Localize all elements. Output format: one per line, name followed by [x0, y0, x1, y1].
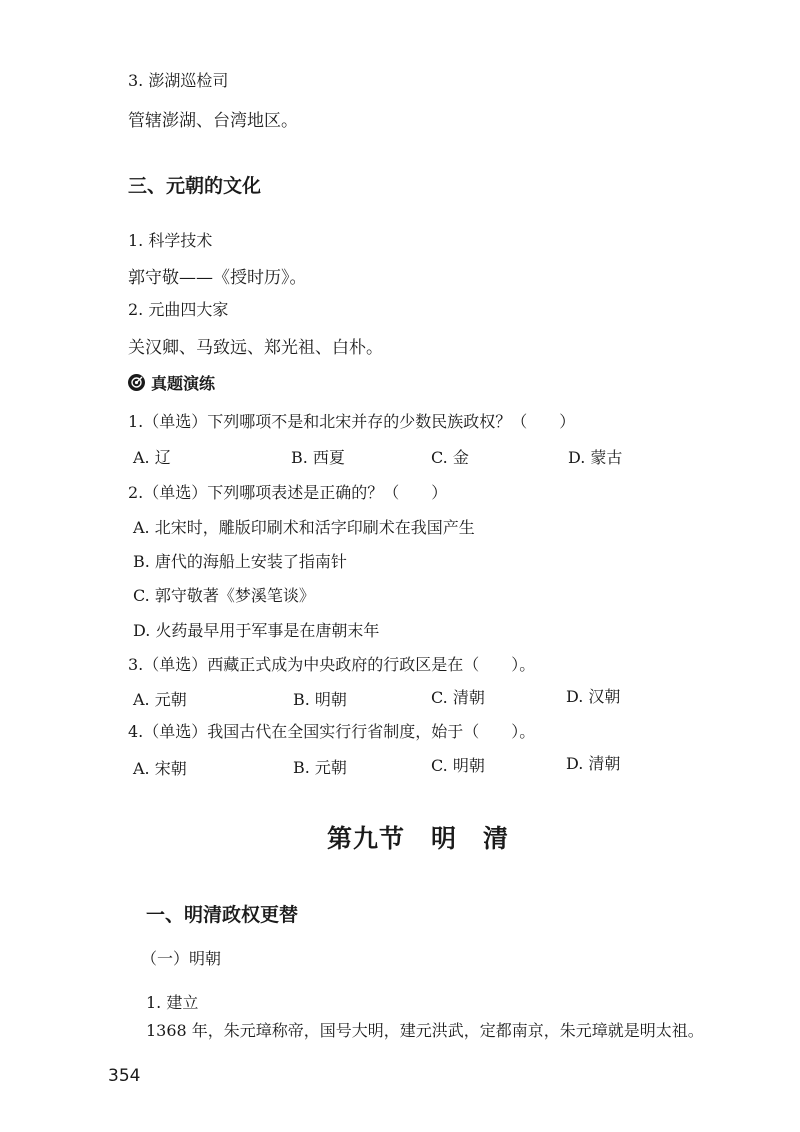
question-option: A. 北宋时，雕版印刷术和活字印刷术在我国产生 [133, 518, 475, 537]
section-heading: 一、明清政权更替 [146, 904, 299, 926]
question-option: C. 郭守敬著《梦溪笔谈》 [133, 586, 315, 605]
question-option: B. 西夏 [291, 448, 345, 467]
body-text: 1368 年，朱元璋称帝，国号大明，建元洪武，定都南京，朱元璋就是明太祖。 [146, 1021, 704, 1040]
item-title: 1. 科学技术 [128, 231, 213, 250]
section-heading: 三、元朝的文化 [128, 175, 262, 197]
question-option: C. 清朝 [431, 688, 485, 707]
item-title: 1. 建立 [146, 993, 199, 1012]
question-option: C. 金 [431, 448, 469, 467]
body-text: 郭守敬——《授时历》。 [128, 268, 307, 288]
question-option: B. 元朝 [293, 758, 347, 777]
question-option: B. 唐代的海船上安装了指南针 [133, 552, 347, 571]
question-option: B. 明朝 [293, 690, 347, 709]
subsection-heading: （一）明朝 [141, 949, 222, 968]
question-option: D. 火药最早用于军事是在唐朝末年 [133, 621, 380, 640]
question-option: A. 元朝 [133, 690, 187, 709]
item-title: 2. 元曲四大家 [128, 300, 229, 319]
page-number: 354 [108, 1066, 141, 1086]
question-option: D. 蒙古 [568, 448, 623, 467]
practice-label: 真题演练 [151, 374, 216, 393]
body-text: 关汉卿、马致远、郑光祖、白朴。 [128, 338, 383, 358]
target-icon [128, 374, 145, 391]
item-title: 3. 澎湖巡检司 [128, 71, 229, 90]
question-option: A. 宋朝 [133, 759, 187, 778]
question-option: C. 明朝 [431, 756, 485, 775]
body-text: 管辖澎湖、台湾地区。 [128, 111, 298, 131]
question-stem: 2.（单选）下列哪项表述是正确的？（ ） [128, 483, 448, 502]
question-option: A. 辽 [133, 448, 171, 467]
question-option: D. 汉朝 [566, 687, 621, 706]
question-stem: 3.（单选）西藏正式成为中央政府的行政区是在（ ）。 [128, 655, 536, 674]
question-stem: 4.（单选）我国古代在全国实行行省制度，始于（ ）。 [128, 722, 536, 741]
chapter-title: 第九节 明 清 [327, 824, 510, 853]
question-option: D. 清朝 [566, 754, 621, 773]
question-stem: 1.（单选）下列哪项不是和北宋并存的少数民族政权？（ ） [128, 412, 576, 431]
practice-badge [128, 371, 215, 394]
